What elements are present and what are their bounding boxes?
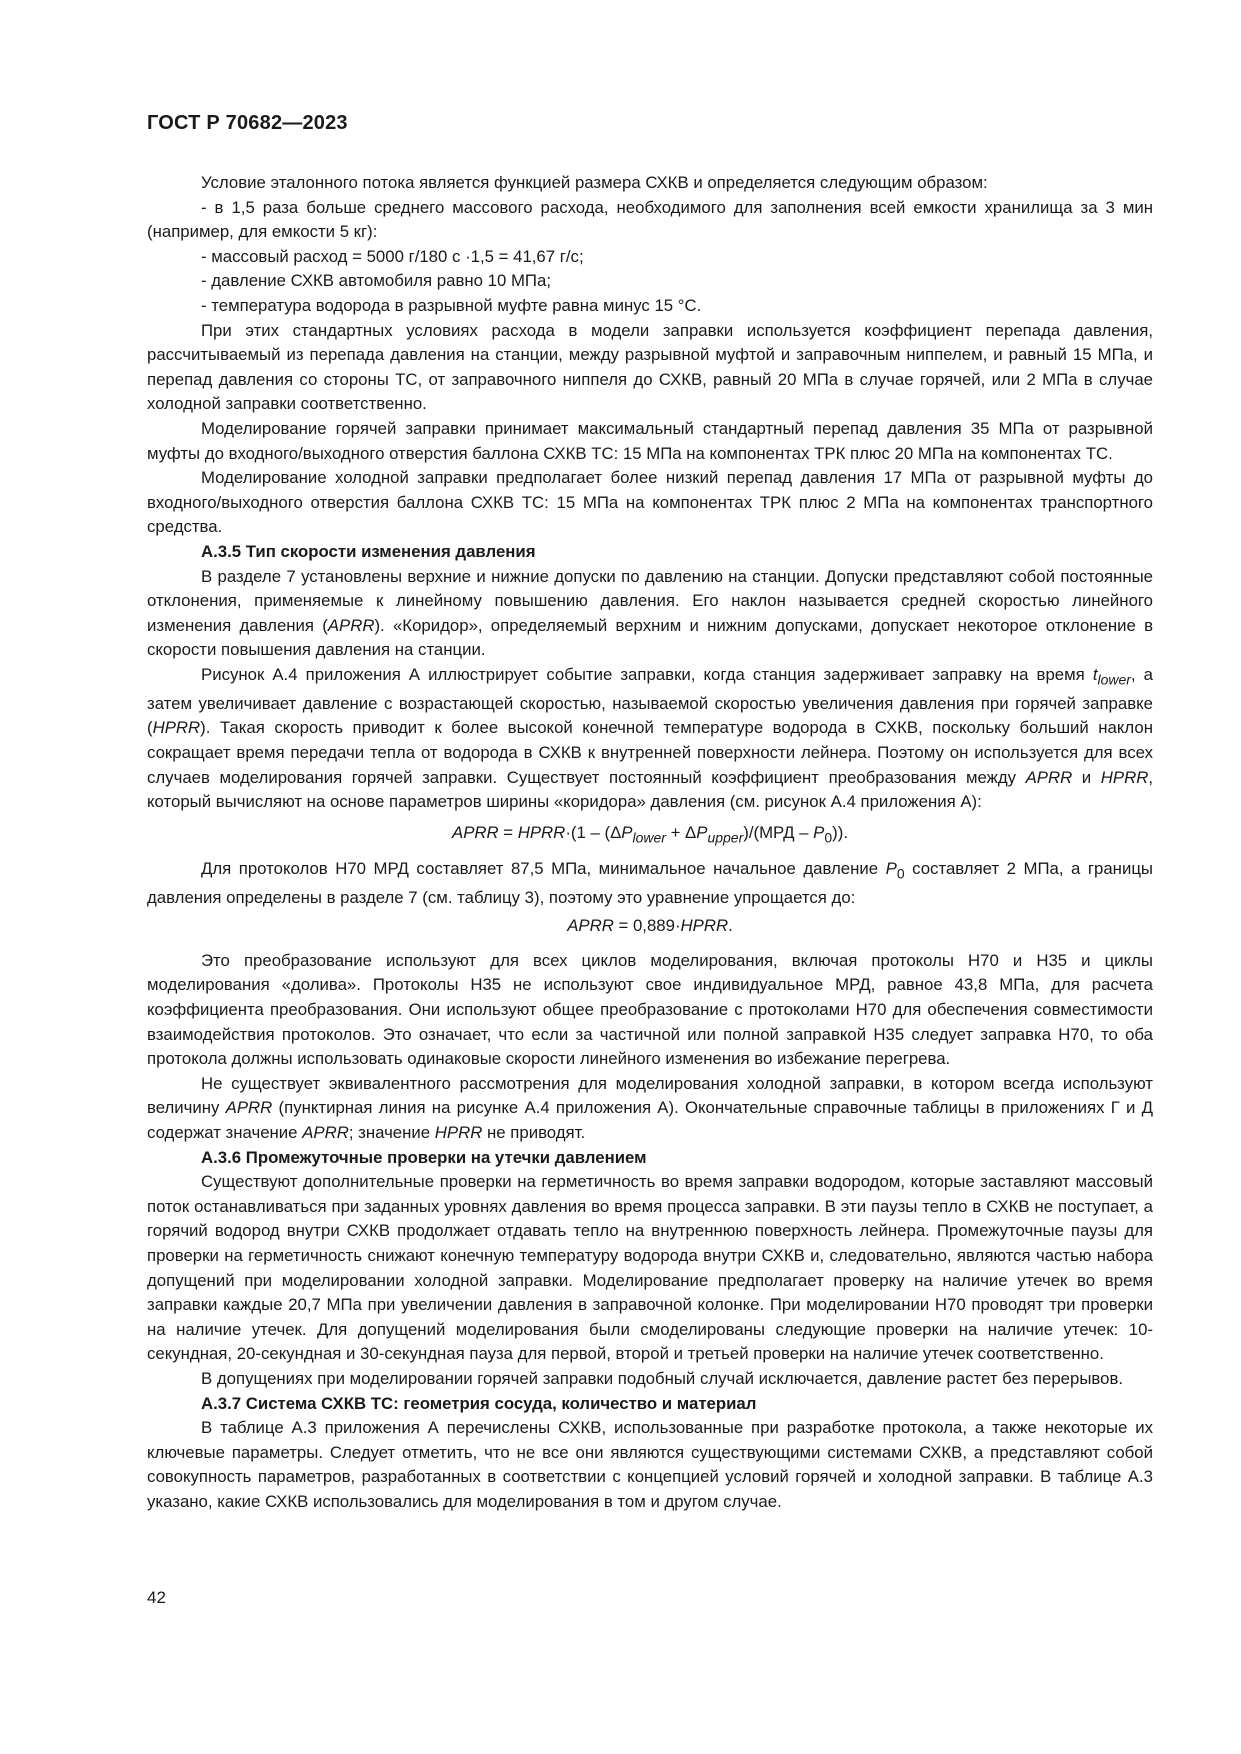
paragraph: Для протоколов Н70 МРД составляет 87,5 МПа, минимальное начальное давление $P_0$ составляет 2 МПа, а границы давления определены в разделе 7 (см. таблицу 3), поэтому это уравнение упрощается до: [147, 858, 1153, 907]
paragraph: В таблице А.3 приложения А перечислены СХКВ, использованные при разработке протокола, а также некоторые их ключевые параметры. Следует отметить, что не все они являются существующими системами СХКВ, а представляют собой совокупность параметров, разработанных в соответствии с концепцией условий горячей и холодной заправки. В таблице А.3 указано, какие СХКВ использовались для моделирования в том и другом случае. [147, 1418, 1153, 1511]
document-header: ГОСТ Р 70682—2023 [147, 112, 348, 134]
formula-aprr-hprr: APRR = HPRR·(1 – $(\Delta P_{lower} + \Delta P_{upper})/(МРД - P_0)$). [452, 822, 848, 846]
section-heading-a36: А.3.6 Промежуточные проверки на утечки давлением [201, 1147, 647, 1167]
formula-simplified: APRR = 0,889·HPRR. [567, 916, 733, 936]
section-heading-a37: А.3.7 Система СХКВ ТС: геометрия сосуда, количество и материал [201, 1393, 757, 1413]
list-item: - температура водорода в разрывной муфте равна минус 15 °С. [201, 295, 702, 315]
paragraph: Это преобразование используют для всех циклов моделирования, включая протоколы Н70 и Н35 и циклы моделирования «долива». Протоколы Н35 не используют свое индивидуальное МРД, равное 43,8 МПа, для расчета коэффициента преобразования. Они используют общее преобразование с протоколами Н70 для обеспечения совместимости взаимодействия протоколов. Это означает, что если за частичной или полной заправкой Н35 следует заправка Н70, то оба протокола должны использовать одинаковые скорости линейного изменения во избежание перегрева. [147, 950, 1153, 1069]
paragraph: В разделе 7 установлены верхние и нижние допуски по давлению на станции. Допуски представляют собой постоянные отклонения, применяемые к линейному повышению давления. Его наклон называется средней скоростью линейного изменения давления (APRR). «Коридор», определяемый верхним и нижним допусками, допускает некоторое отклонение в скорости повышения давления на станции. [147, 566, 1153, 660]
paragraph: При этих стандартных условиях расхода в модели заправки используется коэффициент перепада давления, рассчитываемый из перепада давления на станции, между разрывной муфтой и заправочным ниппелем, и равный 15 МПа, и перепад давления со стороны ТС, от заправочного ниппеля до СХКВ, равный 20 МПа в случае горячей, или 2 МПа в случае холодной заправки соответственно. [147, 320, 1153, 414]
list-item: - массовый расход = 5000 г/180 с ·1,5 = 41,67 г/с; [201, 246, 584, 266]
section-heading-a35: А.3.5 Тип скорости изменения давления [201, 541, 536, 561]
list-item: - в 1,5 раза больше среднего массового расхода, необходимого для заполнения всей емкости хранилища за 3 мин (например, для емкости 5 кг): [147, 197, 1153, 242]
page-number: 42 [147, 1588, 166, 1607]
paragraph: Моделирование горячей заправки принимает максимальный стандартный перепад давления 35 МПа от разрывной муфты до входного/выходного отверстия баллона СХКВ ТС: 15 МПа на компонентах ТРК плюс 20 МПа на компонентах ТС. [147, 418, 1153, 463]
document-body [147, 171, 1153, 1515]
paragraph: Рисунок А.4 приложения А иллюстрирует событие заправки, когда станция задерживает заправку на время $t_{lower}$, а затем увеличивает давление с возрастающей скоростью, называемой скоростью увеличения давления при горячей заправке (HPRR). Такая скорость приводит к более высокой конечной температуре водорода в СХКВ, поскольку больший наклон сокращает время передачи тепла от водорода в СХКВ к внутренней поверхности лейнера. Поэтому он используется для всех случаев моделирования горячей заправки. Существует постоянный коэффициент преобразования между APRR и HPRR, который вычисляют на основе параметров ширины «коридора» давления (см. рисунок А.4 приложения А): [147, 664, 1153, 812]
paragraph: Существуют дополнительные проверки на герметичность во время заправки водородом, которые заставляют массовый поток останавливаться при заданных уровнях давления во время процесса заправки. В эти паузы тепло в СХКВ не поступает, а горячий водород внутри СХКВ продолжает отдавать тепло на внутреннюю поверхность лейнера. Промежуточные паузы для проверки на герметичность снижают конечную температуру водорода внутри СХКВ и, следовательно, являются частью набора допущений при моделировании холодной заправки. Моделирование предполагает проверку на наличие утечек во время заправки каждые 20,7 МПа при увеличении давления в заправочной колонке. При моделировании Н70 проводят три проверки на наличие утечек. Для допущений моделирования были смоделированы следующие проверки на наличие утечек: 10-секундная, 20-секундная и 30-секундная пауза для первой, второй и третьей проверки на наличие утечек соответственно. [147, 1172, 1153, 1364]
list-item: - давление СХКВ автомобиля равно 10 МПа; [201, 271, 551, 291]
paragraph: Условие эталонного потока является функцией размера СХКВ и определяется следующим образом: [201, 173, 988, 192]
paragraph: Моделирование холодной заправки предполагает более низкий перепад давления 17 МПа от разрывной муфты до входного/выходного отверстия баллона СХКВ ТС: 15 МПа на компонентах ТРК плюс 2 МПа на компонентах транспортного средства. [147, 468, 1153, 537]
paragraph: В допущениях при моделировании горячей заправки подобный случай исключается, давление растет без перерывов. [201, 1368, 1124, 1388]
paragraph: Не существует эквивалентного рассмотрения для моделирования холодной заправки, в котором всегда используют величину APRR (пунктирная линия на рисунке А.4 приложения А). Окончательные справочные таблицы в приложениях Г и Д содержат значение APRR; значение HPRR не приводят. [147, 1073, 1153, 1143]
